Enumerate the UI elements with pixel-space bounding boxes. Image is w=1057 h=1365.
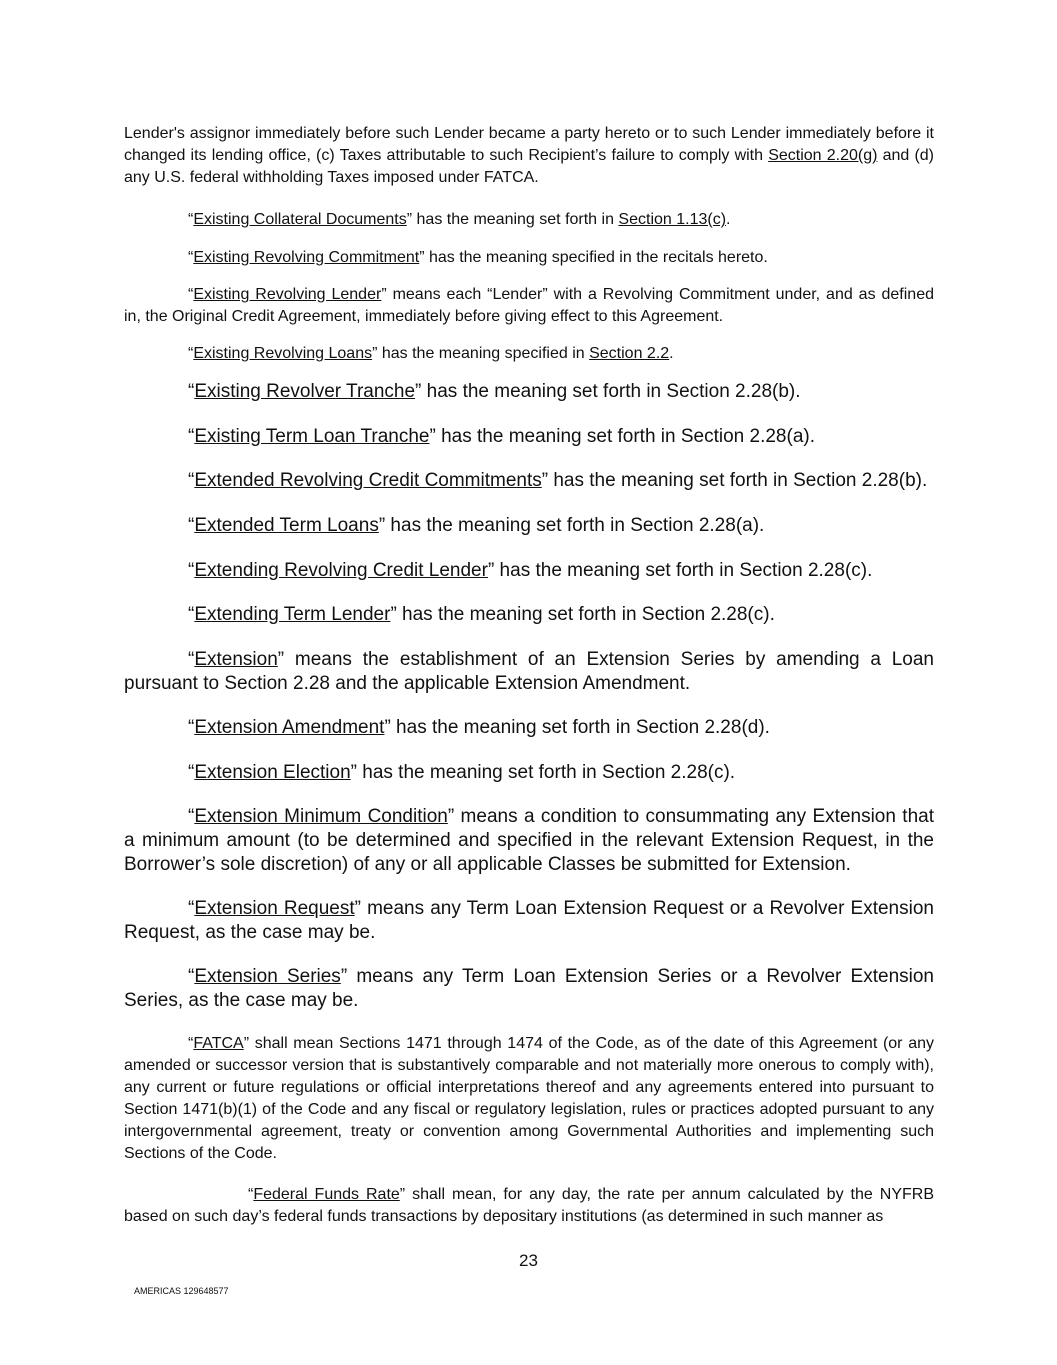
paragraph-text: “ — [188, 345, 194, 362]
paragraph-text: ” shall mean Sections 1471 through 1474 of the Code, as of the date of this Agreement (or any amended or successor version that is substantively comparable and not materially more onerous to comply with), any current or future regulations or official interpretations thereof and any agreements entered into pursuant to Section 1471(b)(1) of the Code and any fiscal or regulatory legislation, rules or practices adopted pursuant to any intergovernmental agreement, treaty or convention among Governmental Authorities and implementing such Sections of the Code. — [124, 1035, 934, 1162]
definition-extended-term-loans — [124, 514, 934, 538]
defined-term: Extension — [194, 649, 278, 670]
paragraph-text: “ — [188, 470, 195, 491]
paragraph-text: ” has the meaning set forth in Section 2.28(a). — [378, 515, 765, 536]
paragraph-text: ” has the meaning set forth in — [406, 211, 619, 228]
paragraph-text: “ — [188, 1035, 194, 1052]
paragraph-text: “ — [188, 286, 194, 303]
definition-extending-revolving-credit-lender — [124, 559, 934, 583]
defined-term: Existing Revolving Lender — [193, 286, 382, 303]
paragraph-text: . — [669, 345, 674, 362]
page-number: 23 — [519, 1251, 538, 1270]
paragraph-text: “ — [188, 966, 195, 987]
defined-term: Section 2.20(g) — [768, 147, 878, 164]
paragraph-text: “ — [188, 426, 195, 447]
defined-term: Existing Collateral Documents — [193, 211, 407, 228]
defined-term: Section 1.13(c) — [618, 211, 727, 228]
paragraph-lender-assignor — [124, 123, 934, 189]
definition-fatca — [124, 1033, 934, 1165]
defined-term: Extension Series — [194, 966, 341, 987]
paragraph-text: “ — [188, 381, 195, 402]
paragraph-text: “ — [188, 898, 195, 919]
definition-extension — [124, 648, 934, 696]
defined-term: Extension Election — [194, 762, 351, 783]
paragraph-text: ” means each “Lender” with a Revolving Commitment under, and as defined in, the Original Credit Agreement, immediately before giving effect to this Agreement. — [124, 286, 935, 325]
paragraph-text: ” has the meaning specified in — [372, 345, 590, 362]
paragraph-text: ” means the establishment of an Extension Series by amending a Loan pursuant to Section 2.28 and the applicable Extension Amendment. — [124, 649, 934, 694]
defined-term: Extension Request — [194, 898, 355, 919]
paragraph-text: ” means any Term Loan Extension Series or a Revolver Extension Series, as the case may be. — [124, 966, 934, 1011]
paragraph-text: ” means any Term Loan Extension Request or a Revolver Extension Request, as the case may be. — [124, 898, 934, 943]
paragraph-text: ” has the meaning set forth in Section 2.28(c). — [390, 604, 775, 625]
paragraph-text: “ — [188, 762, 195, 783]
defined-term: Extending Revolving Credit Lender — [194, 560, 488, 581]
defined-term: Extension Minimum Condition — [194, 806, 448, 827]
defined-term: Existing Term Loan Tranche — [194, 426, 430, 447]
definition-existing-revolving-lender — [124, 284, 934, 328]
paragraph-text: “ — [188, 249, 194, 266]
definition-extension-minimum-condition — [124, 805, 934, 877]
paragraph-text: ” has the meaning set forth in Section 2.28(c). — [350, 762, 736, 783]
paragraph-text: ” shall mean, for any day, the rate per annum calculated by the NYFRB based on such day’s federal funds transactions by depositary institutions (as determined in such manner as — [124, 1186, 934, 1225]
paragraph-text: “ — [188, 649, 195, 670]
defined-term: Extended Term Loans — [194, 515, 379, 536]
paragraph-text: ” has the meaning set forth in Section 2.28(c). — [487, 560, 873, 581]
paragraph-text: “ — [188, 806, 195, 827]
definition-federal-funds-rate — [124, 1184, 934, 1228]
definition-existing-revolver-tranche — [124, 380, 934, 404]
defined-term: Existing Revolving Commitment — [193, 249, 420, 266]
defined-term: Existing Revolving Loans — [193, 345, 373, 362]
paragraph-text: ” has the meaning set forth in Section 2.28(b). — [541, 470, 928, 491]
paragraph-text: ” means a condition to consummating any Extension that a minimum amount (to be determined and specified in the relevant Extension Request, in the Borrower’s sole discretion) of any or all applicable Classes be submitted for Extension. — [124, 806, 934, 875]
definition-extension-amendment — [124, 716, 934, 740]
paragraph-text: “ — [188, 515, 195, 536]
defined-term: Extending Term Lender — [194, 604, 391, 625]
paragraph-text: “ — [188, 211, 194, 228]
paragraph-text: and (d) any U.S. federal withholding Taxes imposed under FATCA. — [124, 147, 934, 186]
definition-existing-collateral-documents — [124, 209, 934, 231]
paragraph-text: “ — [248, 1186, 254, 1203]
defined-term: Section 2.2 — [589, 345, 670, 362]
paragraph-text: Lender's assignor immediately before such Lender became a party hereto or to such Lender immediately before it changed its lending office, (c) Taxes attributable to such Recipient’s failure to comply with — [124, 125, 934, 164]
definition-extended-revolving-credit-commitments — [124, 469, 934, 493]
paragraph-text: ” has the meaning specified in the recitals hereto. — [419, 249, 768, 266]
defined-term: Extended Revolving Credit Commitments — [194, 470, 542, 491]
document-id: AMERICAS 129648577 — [134, 1286, 229, 1296]
definition-extension-request — [124, 897, 934, 945]
defined-term: Extension Amendment — [194, 717, 385, 738]
paragraph-text: “ — [188, 560, 195, 581]
paragraph-text: ” has the meaning set forth in Section 2.28(a). — [429, 426, 815, 447]
definition-extension-series — [124, 965, 934, 1013]
definition-existing-revolving-loans — [124, 343, 934, 365]
paragraph-text: ” has the meaning set forth in Section 2.28(b). — [415, 381, 801, 402]
paragraph-text: ” has the meaning set forth in Section 2.28(d). — [384, 717, 770, 738]
defined-term: Federal Funds Rate — [253, 1186, 400, 1203]
defined-term: FATCA — [193, 1035, 244, 1052]
paragraph-text: . — [726, 211, 731, 228]
definition-extension-election — [124, 761, 934, 785]
defined-term: Existing Revolver Tranche — [194, 381, 416, 402]
paragraph-text: “ — [188, 717, 195, 738]
definition-existing-revolving-commitment — [124, 247, 934, 269]
definition-extending-term-lender — [124, 603, 934, 627]
definition-existing-term-loan-tranche — [124, 425, 934, 449]
paragraph-text: “ — [188, 604, 195, 625]
